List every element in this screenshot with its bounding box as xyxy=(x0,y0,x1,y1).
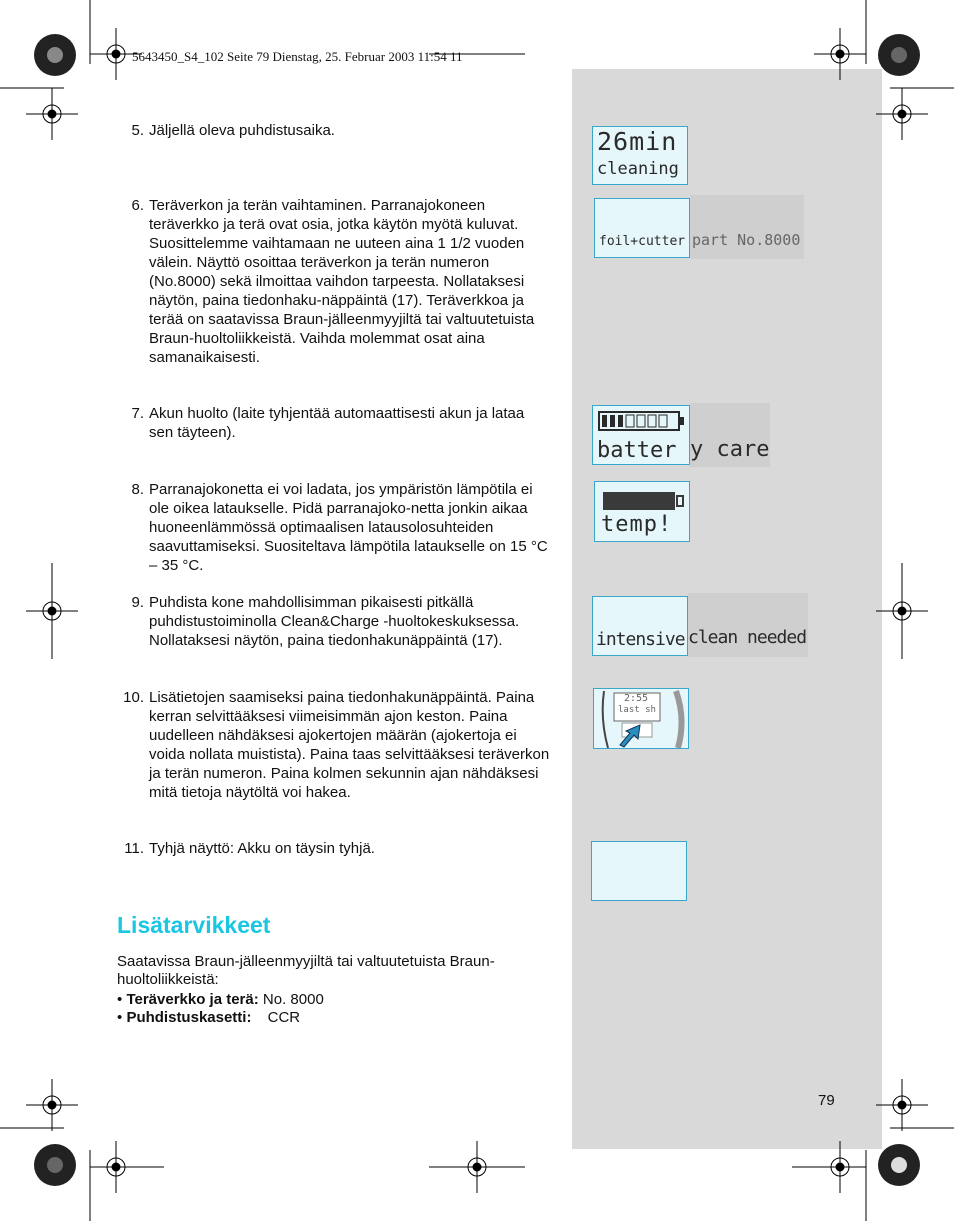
lcd-display-battery-care xyxy=(592,405,690,465)
lcd-display-empty xyxy=(591,841,687,901)
item-text: Akun huolto (laite tyhjentää automaattisesti akun ja lataa sen täyteen). xyxy=(149,405,525,441)
list-item xyxy=(112,688,552,802)
lcd-ext-text: clean needed xyxy=(688,627,807,648)
lcd-main-text: batter xyxy=(597,438,677,463)
list-item xyxy=(112,593,552,650)
lcd-main-text: intensive xyxy=(596,629,685,650)
list-item xyxy=(112,839,552,858)
accessories-intro: Saatavissa Braun-jälleenmyyjiltä tai valtuutetuista Braun-huoltoliikkeistä: xyxy=(117,953,495,988)
item-text: Lisätietojen saamiseksi paina tiedonhakunäppäintä. Paina kerran selvittääksesi viimeisimmän ajon keston. Paina uudelleen nähdäksesi ajokertojen määrän (ajokertoja ei voida nollata muistista). Paina taas selvittääksesi teräverkon ja terän numeron. Paina kolmen sekunnin ajan nähdäksesi mitä tietoja näytöltä voi hakea. xyxy=(149,689,550,801)
lcd-display-cleaning xyxy=(592,126,688,185)
bullet: • xyxy=(117,991,123,1008)
starburst-mark-top-left xyxy=(34,34,76,76)
list-item xyxy=(112,404,552,442)
lcd-status-text: last sh xyxy=(618,705,656,715)
starburst-mark-top-right xyxy=(878,34,920,76)
print-header: 5643450_S4_102 Seite 79 Dienstag, 25. Februar 2003 11:54 11 xyxy=(132,49,463,64)
item-text: Tyhjä näyttö: Akku on täysin tyhjä. xyxy=(149,840,375,857)
item-number: 6. xyxy=(131,197,144,214)
lcd-display-foil-cutter xyxy=(594,198,690,258)
accessory-item xyxy=(117,1009,557,1027)
list-item xyxy=(112,480,552,575)
starburst-mark-bottom-left xyxy=(34,1144,76,1186)
starburst-mark-bottom-right xyxy=(878,1144,920,1186)
lcd-time-text: 26min xyxy=(597,127,678,156)
lcd-main-text: temp! xyxy=(601,512,673,537)
item-number: 11. xyxy=(124,840,144,857)
item-text: Parranajokonetta ei voi ladata, jos ympäristön lämpötila ei ole oikea lataukselle. Pidä parranajoko-netta jonkin aikaa huoneenlämmössä optimaalisen latausolosuhteiden saavuttamiseksi. Suositeltava lämpötila lataukselle on 15 °C – 35 °C. xyxy=(149,481,548,574)
accessory-item xyxy=(117,991,557,1009)
list-item xyxy=(112,121,552,140)
lcd-main-text: foil+cutter xyxy=(599,234,686,249)
full-battery-icon xyxy=(601,490,691,514)
accessory-value: CCR xyxy=(267,1009,301,1026)
item-number: 8. xyxy=(131,481,144,498)
accessory-label: Puhdistuskasetti: xyxy=(126,1009,252,1026)
item-number: 9. xyxy=(131,594,144,611)
section-heading: Lisätarvikkeet xyxy=(117,912,271,938)
lcd-extension xyxy=(690,403,770,467)
accessory-label: Teräverkko ja terä: xyxy=(126,991,259,1008)
item-text: Puhdista kone mahdollisimman pikaisesti pitkällä puhdistustoiminolla Clean&Charge -huoltokeskuksessa. Nollataksesi näytön, paina tiedonhakunäppäintä (17). xyxy=(149,594,520,649)
item-number: 7. xyxy=(131,405,144,422)
lcd-extension xyxy=(690,195,804,259)
item-text: Jäljellä oleva puhdistusaika. xyxy=(149,122,335,139)
item-text: Teräverkon ja terän vaihtaminen. Parranajokoneen teräverkko ja terä ovat osia, jotka käytön myötä kuluvat. Suosittelemme vaihtamaan ne uuteen aina 1 1/2 vuoden välein. Näyttö osoittaa teräverkon ja terän numeron (No.8000) sekä ilmoittaa vaihdon tarpeesta. Nollataksesi näytön, paina tiedonhaku-näppäintä (17). Teräverkkoa ja terää on saatavissa Braun-jälleenmyyjiltä tai valtuutetuista Braun-huoltoliikkeistä. Vaihda molemmat osat aina samanaikaisesti. xyxy=(149,197,535,366)
lcd-time-text: 2:55 xyxy=(624,693,649,704)
lcd-status-text: cleaning xyxy=(597,159,679,179)
accessory-value: No. 8000 xyxy=(262,991,324,1008)
shaver-info-illustration xyxy=(593,688,689,749)
item-number: 5. xyxy=(131,122,144,139)
lcd-extension xyxy=(688,593,808,657)
page-number: 79 xyxy=(818,1092,835,1109)
lcd-ext-text: y care xyxy=(690,437,770,462)
lcd-part-text: part No.8000 xyxy=(692,231,801,249)
item-number: 10. xyxy=(123,689,144,706)
lcd-display-intensive xyxy=(592,596,688,656)
list-item xyxy=(112,196,552,367)
bullet: • xyxy=(117,1009,123,1026)
battery-icon xyxy=(597,408,693,436)
lcd-display-temp xyxy=(594,481,690,542)
